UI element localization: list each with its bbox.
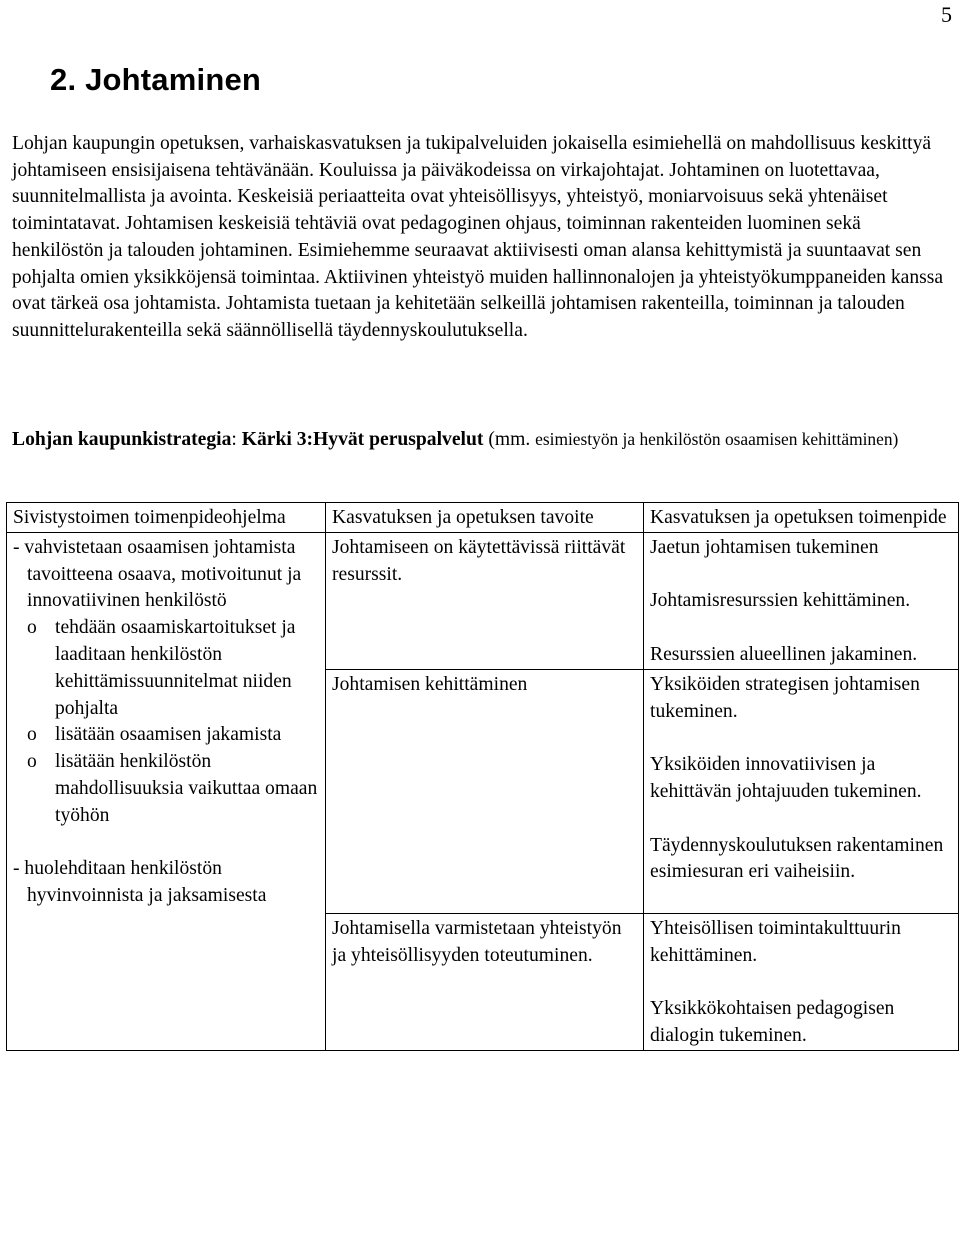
intro-paragraph: Lohjan kaupungin opetuksen, varhaiskasvatuksen ja tukipalveluiden jokaisella esimiehellä on mahdollisuus keskittyä johtamiseen ensisijaisena tehtävänään. Kouluissa ja päiväkodeissa on virkajohtajat. Johtaminen on luotettavaa, suunnitelmallista ja avointa. Keskeisiä periaatteita ovat yhteisöllisyys, yhteistyö, moniarvoisuus sekä yhtenäiset toimintatavat. Johtamisen keskeisiä tehtäviä ovat pedagoginen ohjaus, toiminnan rakenteiden luominen sekä henkilöstön ja talouden johtaminen. Esimiehemme seuraavat aktiivisesti oman alansa kehittymistä ja suuntaavat sen pohjalta omien yksikköjensä toimintaa. Aktiivinen yhteistyö muiden hallinnonalojen ja yhteistyökumppaneiden kanssa ovat tärkeä osa johtamista. Johtamista tuetaan ja kehitetään selkeillä johtamisen rakenteilla, toiminnan ja talouden suunnittelurakenteilla sekä säännöllisellä täydennyskoulutuksella.	[12, 133, 944, 341]
program-subitem	[13, 615, 319, 722]
strategy-colon: :	[231, 429, 242, 450]
action-text: Jaetun johtamisen tukeminen	[650, 536, 879, 558]
action-text: Täydennyskoulutuksen rakentaminen esimiesuran eri vaiheisiin.	[650, 834, 944, 883]
program-item: - huolehditaan henkilöstön hyvinvoinnista ja jaksamisesta	[13, 858, 267, 907]
action-plan-table	[6, 502, 959, 1051]
action-text: Yksiköiden innovatiivisen ja kehittävän johtajuuden tukeminen.	[650, 754, 922, 802]
bullet-marker: o	[27, 751, 37, 773]
program-sublist	[13, 615, 319, 829]
action-cell	[644, 532, 959, 669]
strategy-spearhead: Kärki 3:Hyvät peruspalvelut	[241, 429, 484, 450]
header-goal: Kasvatuksen ja opetuksen tavoite	[326, 503, 644, 533]
goal-cell: Johtamiseen on käytettävissä riittävät resurssit.	[326, 532, 644, 669]
program-item: - vahvistetaan osaamisen johtamista tavoitteena osaava, motivoitunut ja innovatiivinen henkilöstö	[13, 536, 302, 612]
strategy-mm: (mm.	[483, 429, 536, 450]
program-subitem	[13, 722, 319, 749]
header-program: Sivistystoimen toimenpideohjelma	[7, 503, 326, 533]
action-text: Resurssien alueellinen jakaminen.	[650, 643, 918, 665]
strategy-label: Lohjan kaupunkistrategia	[12, 429, 232, 450]
strategy-line	[12, 426, 952, 454]
action-text: Yksiköiden strategisen johtamisen tukeminen.	[650, 673, 920, 722]
goal-cell: Johtamisella varmistetaan yhteistyön ja yhteisöllisyyden toteutuminen.	[326, 913, 644, 1050]
program-subitem	[13, 749, 319, 829]
table-row	[7, 532, 959, 669]
program-subitem-text: tehdään osaamiskartoitukset ja laaditaan henkilöstön kehittämissuunnitelmat niiden pohjalta	[55, 617, 296, 719]
table-header-row	[7, 503, 959, 533]
action-cell	[644, 669, 959, 913]
program-subitem-text: lisätään henkilöstön mahdollisuuksia vaikuttaa omaan työhön	[55, 751, 318, 826]
action-text: Yksikkökohtaisen pedagogisen dialogin tukeminen.	[650, 998, 895, 1047]
program-cell	[7, 532, 326, 1050]
bullet-marker: o	[27, 724, 37, 746]
action-text: Johtamisresurssien kehittäminen.	[650, 590, 911, 612]
header-action: Kasvatuksen ja opetuksen toimenpide	[644, 503, 959, 533]
goal-cell: Johtamisen kehittäminen	[326, 669, 644, 913]
page-number: 5	[941, 2, 952, 27]
strategy-note: esimiestyön ja henkilöstön osaamisen kehittäminen)	[535, 429, 899, 449]
action-cell	[644, 913, 959, 1050]
program-subitem-text: lisätään osaamisen jakamista	[55, 724, 282, 746]
section-heading: 2. Johtaminen	[50, 62, 262, 97]
action-text: Yhteisöllisen toimintakulttuurin kehittäminen.	[650, 917, 901, 966]
bullet-marker: o	[27, 617, 37, 639]
